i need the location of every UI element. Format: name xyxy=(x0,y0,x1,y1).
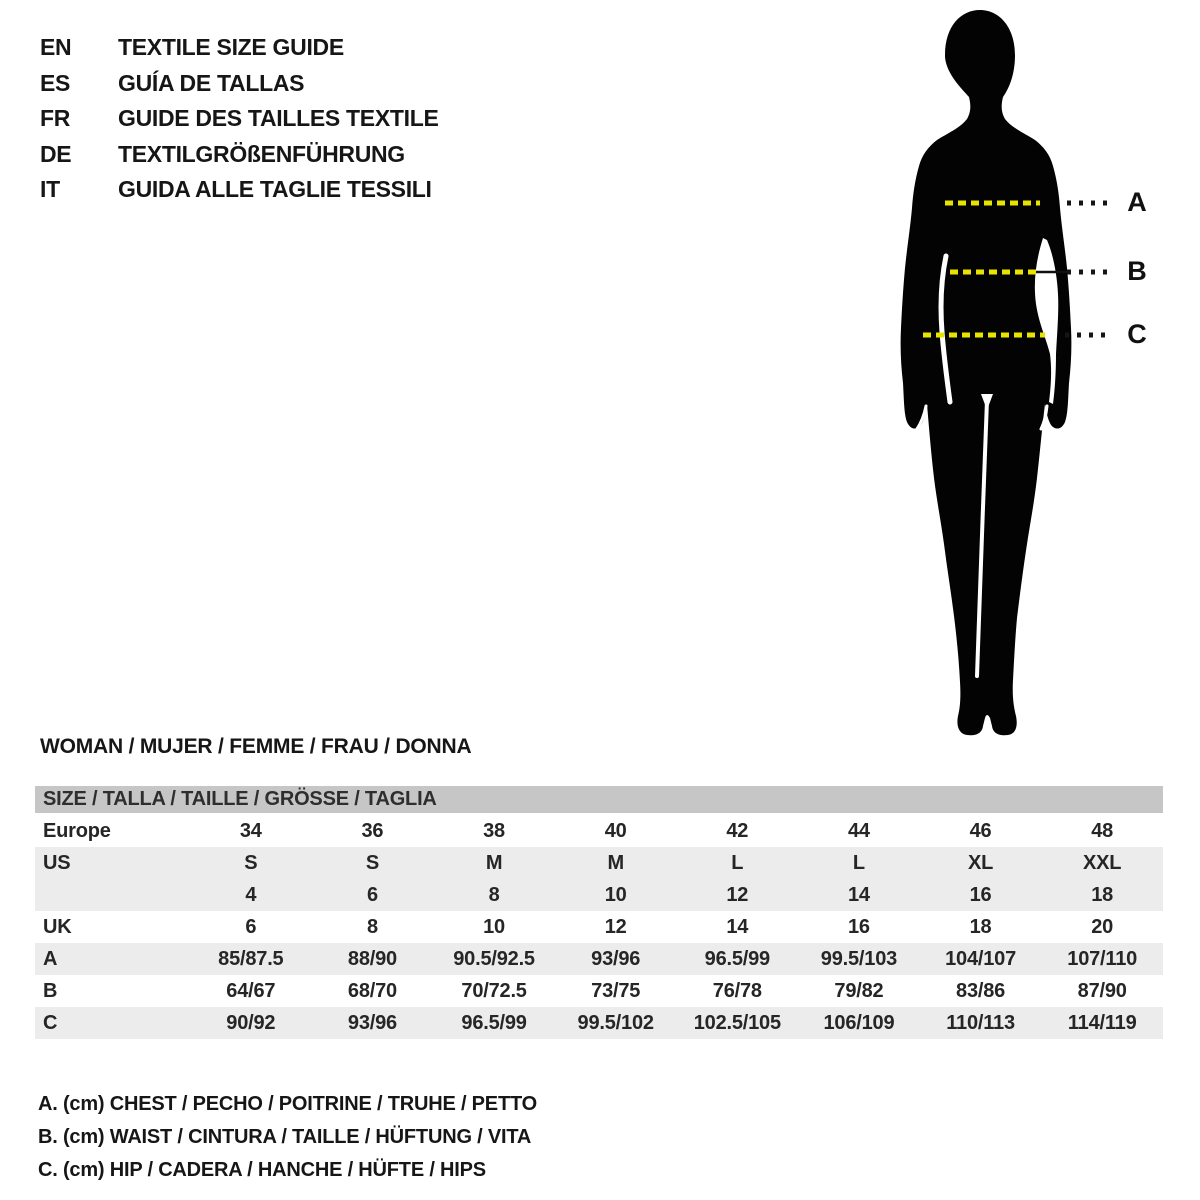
table-cell: 85/87.5 xyxy=(218,948,284,970)
woman-silhouette-figure xyxy=(860,8,1112,743)
table-cell: 36 xyxy=(361,820,384,842)
table-cell: 18 xyxy=(969,916,992,938)
language-title: GUIDA ALLE TAGLIE TESSILI xyxy=(118,176,432,202)
language-title: TEXTILE SIZE GUIDE xyxy=(118,34,344,60)
table-cell: 93/96 xyxy=(591,948,641,970)
table-cell: 93/96 xyxy=(347,1012,397,1034)
language-code: DE xyxy=(40,140,72,167)
table-cell: 8 xyxy=(366,916,378,938)
language-row xyxy=(40,137,439,173)
table-row xyxy=(35,1007,1163,1039)
table-cell: 14 xyxy=(848,884,870,906)
row-label: Europe xyxy=(43,820,111,842)
table-row xyxy=(35,943,1163,975)
table-cell: 16 xyxy=(969,884,992,906)
language-row xyxy=(40,101,439,137)
table-row xyxy=(35,911,1163,943)
table-cell: M xyxy=(607,852,624,874)
table-cell: 79/82 xyxy=(834,980,884,1002)
language-code: IT xyxy=(40,176,60,202)
measurement-legend xyxy=(38,1088,537,1187)
table-row xyxy=(35,975,1163,1007)
row-label: B xyxy=(43,980,58,1002)
table-cell: 110/113 xyxy=(946,1012,1015,1034)
table-cell: 46 xyxy=(969,820,992,842)
table-cell: L xyxy=(852,852,865,874)
table-cell: 96.5/99 xyxy=(461,1012,527,1034)
table-cell: 12 xyxy=(604,916,627,938)
language-title: GUIDE DES TAILLES TEXTILE xyxy=(118,105,439,131)
table-cell: 4 xyxy=(245,884,257,906)
table-cell: 8 xyxy=(488,884,500,906)
table-cell: 42 xyxy=(726,820,749,842)
language-row xyxy=(40,30,439,66)
size-table-body xyxy=(35,815,1163,1039)
language-row xyxy=(40,172,439,208)
table-cell: 40 xyxy=(604,820,627,842)
table-cell: 12 xyxy=(726,884,749,906)
table-row xyxy=(35,815,1163,847)
table-cell: 6 xyxy=(245,916,257,938)
table-cell: 83/86 xyxy=(956,980,1006,1002)
table-row xyxy=(35,847,1163,879)
table-cell: 14 xyxy=(726,916,749,938)
gender-heading: WOMAN / MUJER / FEMME / FRAU / DONNA xyxy=(40,735,472,758)
table-cell: 10 xyxy=(604,884,627,906)
table-cell: 90/92 xyxy=(226,1012,276,1034)
table-cell: 20 xyxy=(1091,916,1114,938)
row-label xyxy=(35,879,190,911)
table-cell: 76/78 xyxy=(712,980,762,1002)
table-cell: 102.5/105 xyxy=(693,1012,781,1034)
table-cell: XL xyxy=(967,852,994,874)
size-table-header: SIZE / TALLA / TAILLE / GRÖSSE / TAGLIA xyxy=(35,786,1163,813)
table-cell: 38 xyxy=(483,820,505,842)
table-cell: 87/90 xyxy=(1077,980,1127,1002)
table-cell: 90.5/92.5 xyxy=(453,948,535,970)
woman-silhouette xyxy=(860,8,1112,743)
table-cell: 6 xyxy=(366,884,378,906)
size-table xyxy=(35,786,1163,1039)
row-label: C xyxy=(43,1012,58,1034)
table-cell: 73/75 xyxy=(591,980,641,1002)
row-label: US xyxy=(43,852,71,874)
table-cell: 106/109 xyxy=(823,1012,895,1034)
row-label: A xyxy=(43,948,58,970)
table-cell: L xyxy=(731,852,744,874)
legend-line-hip: C. (cm) HIP / CADERA / HANCHE / HÜFTE / HIPS xyxy=(38,1159,486,1181)
table-cell: 68/70 xyxy=(347,980,397,1002)
language-row xyxy=(40,66,439,102)
language-code: FR xyxy=(40,105,71,131)
silhouette-body xyxy=(901,10,1072,735)
table-cell: 18 xyxy=(1091,884,1114,906)
language-title: TEXTILGRÖßENFÜHRUNG xyxy=(118,140,405,167)
legend-line-chest: A. (cm) CHEST / PECHO / POITRINE / TRUHE / PETTO xyxy=(38,1093,537,1115)
language-title: GUÍA DE TALLAS xyxy=(118,69,305,96)
table-cell: S xyxy=(244,852,258,874)
row-label: UK xyxy=(43,916,72,938)
table-cell: 44 xyxy=(848,820,870,842)
table-cell: 48 xyxy=(1091,820,1114,842)
table-cell: XXL xyxy=(1083,852,1122,874)
language-title-list xyxy=(40,30,439,208)
table-cell: 88/90 xyxy=(347,948,397,970)
measure-label-c: C xyxy=(1127,319,1147,349)
table-cell: 114/119 xyxy=(1067,1012,1137,1034)
table-cell: 104/107 xyxy=(945,948,1017,970)
language-code: ES xyxy=(40,69,71,96)
table-cell: M xyxy=(485,852,503,874)
table-cell: 70/72.5 xyxy=(461,980,527,1002)
table-cell: 96.5/99 xyxy=(704,948,770,970)
table-cell: 99.5/102 xyxy=(577,1012,654,1034)
table-cell: 64/67 xyxy=(226,980,276,1002)
table-cell: S xyxy=(365,852,379,874)
table-cell: 16 xyxy=(848,916,870,938)
measure-label-a: A xyxy=(1127,187,1147,217)
table-cell: 10 xyxy=(483,916,505,938)
language-code: EN xyxy=(40,34,72,60)
table-cell: 34 xyxy=(239,820,262,842)
table-cell: 107/110 xyxy=(1067,948,1138,970)
legend-line-waist: B. (cm) WAIST / CINTURA / TAILLE / HÜFTUNG / VITA xyxy=(38,1126,532,1148)
table-row xyxy=(35,879,1163,911)
measure-label-b: B xyxy=(1127,256,1147,286)
table-cell: 99.5/103 xyxy=(820,948,898,970)
